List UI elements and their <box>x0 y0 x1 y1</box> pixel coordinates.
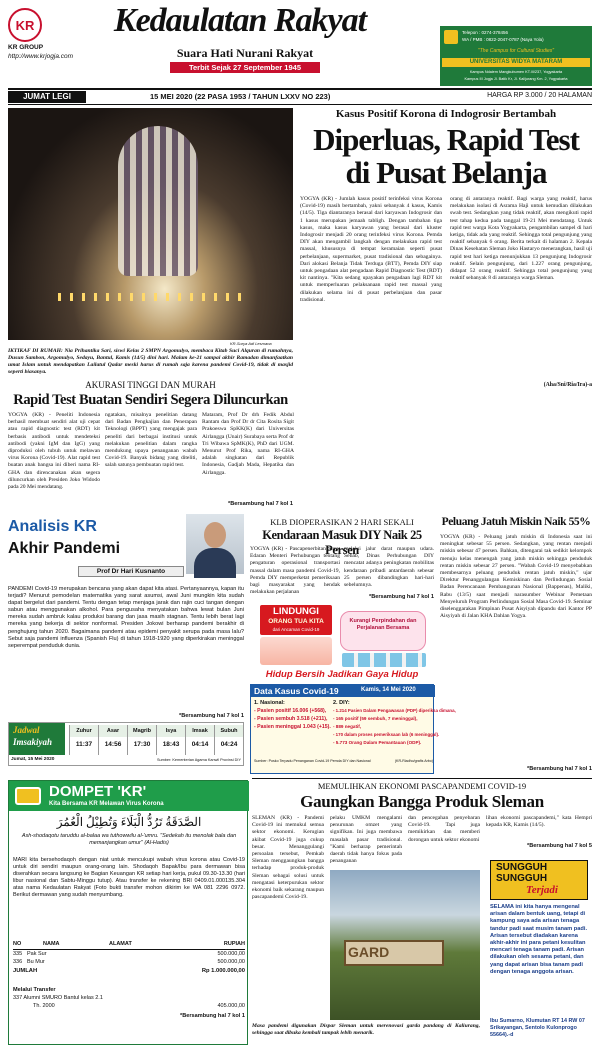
row-amount: 500.000,00 <box>217 951 245 957</box>
hadith-quote: Ash-shodaqotu taruddu al-balaa wa tuthowwilu al-'umru. "Sedekah itu menolak bala dan memanjangkan umur" (Al-Hadis) <box>21 833 237 846</box>
covid-data-panel <box>250 684 456 774</box>
prayer-time: 18:43 <box>162 741 180 748</box>
ad-address-1: Kampus Ndalem Mangkubumen KT.III/237, Yogyakarta <box>469 70 563 74</box>
transfer-title: Melalui Transfer <box>13 987 56 993</box>
sleman-continued: *Bersambung hal 7 kol 5 <box>527 843 592 849</box>
prayer-time-cell <box>185 725 214 755</box>
row-name: Pak Sur <box>27 951 47 957</box>
lead-signoff: (Aha/Sni/Ria/Ira)-a <box>543 382 592 388</box>
table-rule <box>13 949 245 950</box>
imsakiyah-date: Jumat, 15 Mei 2020 <box>11 757 55 762</box>
imsakiyah-source: Sumber: Kementerian Agama Kanwil Provinsi DIY <box>157 758 241 762</box>
prayer-name: Isya <box>157 725 185 737</box>
banner-line-3: dari Ancaman Covid-19 <box>272 627 320 632</box>
klb-kicker: KLB DIOPERASIKAN 2 HARI SEKALI <box>270 517 414 527</box>
sleman-kicker: MEMULIHKAN EKONOMI PASCAPANDEMI COVID-19 <box>317 781 527 791</box>
imsakiyah-label-2: Imsakiyah <box>13 737 53 747</box>
sleman-col-2: pelaku UMKM mengalami penurunan omzet yang signifikan. Ini juga membawa masalah pasar tradisional. "Kami berharap pemerintah daerah tidak hanya fokus pada penanganan <box>330 815 402 865</box>
covid-campaign-box <box>250 603 434 683</box>
analisis-title-1: Analisis KR <box>8 518 97 535</box>
sungguh-title-1: SUNGGUH <box>496 862 548 873</box>
klb-headline: Kendaraan Masuk DIY Naik 25 Persen <box>262 528 422 557</box>
elderly-illustration <box>260 637 332 665</box>
dompet-title: DOMPET 'KR' <box>49 783 147 800</box>
banner-line-2: ORANG TUA KITA <box>268 618 324 625</box>
table-row <box>13 951 245 959</box>
akurasi-continued: *Bersambung hal 7 kol 1 <box>228 501 293 507</box>
table-header-nama: NAMA <box>43 941 60 947</box>
ad-university-name: UNIVERSITAS WIDYA MATARAM <box>442 58 590 67</box>
sungguh-title-2: SUNGGUH <box>496 873 548 884</box>
transfer-year: Th. 2000 <box>33 1003 55 1009</box>
total-label: JUMLAH <box>13 968 38 974</box>
website-url[interactable]: http://www.krjogja.com <box>8 53 74 60</box>
akurasi-col-1: YOGYA (KR) - Peneliti Indonesia berhasil membuat sendiri alat uji cepat atau rapid diagnostic test (RDT) kit berbasis antibodi untuk mendeteksi antibodi (yakni IgM dan IgG) yang diproduksi oleh tubuh untuk melawan virus Korona (Covid-19). Alat rapid test buatan anak bangsa ini diberi nama RI-GHA dan direncanakan akan segera diluncurkan oleh Presiden Joko Widodo pada 20 Mei mendatang. <box>8 412 100 491</box>
total-amount: Rp 1.000.000,00 <box>201 968 245 974</box>
sleman-headline: Gaungkan Bangga Produk Sleman <box>300 792 544 811</box>
national-recovered: - Pasien sembuh 3.518 (+211), <box>254 716 328 722</box>
row-name: Bu Mur <box>27 959 45 965</box>
author-head <box>204 522 226 548</box>
prayer-name: Imsak <box>186 725 214 737</box>
akurasi-col-3: Mataram, Prof Dr drh Fedik Abdul Rantam dan Prof Dr dr Cita Rosita Sigit Prakoeswa SpKK(K) dari Universitas Airlangga (Unair) Surabaya serta Prof dr Tri Wibawa SpMK(K), PhD dari UGM. Menurut Prof Rika, nama RI-GHA adalah singkatan dari Republik Indonesia, Gadjah Mada, Hepatika dan Airlangga. <box>202 412 294 476</box>
masthead-rule <box>8 88 592 90</box>
prayer-time: 11:37 <box>75 741 93 748</box>
table-header-no: NO <box>13 941 22 947</box>
date-rule <box>8 104 592 105</box>
national-deaths: - Pasien meninggal 1.043 (+15). <box>254 724 331 730</box>
university-emblem <box>444 30 458 44</box>
national-positive: - Pasien positif 16.006 (+568), <box>254 708 327 714</box>
candles <box>58 293 243 301</box>
prayer-time-cell <box>98 725 127 755</box>
prayer-time: 04:24 <box>220 741 238 748</box>
sungguh-title-3: Terjadi <box>526 884 558 896</box>
prayer-time: 04:14 <box>191 741 209 748</box>
prayer-name: Asar <box>99 725 127 737</box>
akurasi-headline: Rapid Test Buatan Sendiri Segera Diluncurkan <box>13 392 288 408</box>
transfer-amount: 405.000,00 <box>217 1003 245 1009</box>
dompet-subtitle: Kita Bersama KR Melawan Virus Korona <box>49 801 164 807</box>
garda-sign-text: GARD <box>348 944 390 960</box>
lead-headline-1: Diperluas, Rapid Test <box>313 122 579 157</box>
analisis-box <box>8 514 184 584</box>
wallet-icon <box>15 787 41 805</box>
prayer-name: Zuhur <box>70 725 98 737</box>
family-illustration <box>342 653 426 667</box>
ad-tagline: "The Campus for Cultural Studies" <box>477 48 555 54</box>
arabic-verse: الصَّدَقَةُ تَرُدُّ الْبَلَاءَ وَتُطِيْلُ الْعُمُرَ <box>56 815 202 829</box>
kr-group: KR GROUP <box>8 44 44 51</box>
diy-pdp: - 1.214 Pasien Dalam Pengawasan (PDP) diperiksa dimana, <box>333 708 456 713</box>
sleman-col-1: SLEMAN (KR) - Pandemi Covid-19 ini memukul semua sektor ekonomi. Kerugian akibat Covid-19 juga cukup besar. Menanggulangi persoalan tersebut, Pemkab Sleman menggaungkan bangga terhadap produk-produk Sleman sebagai solusi untuk mengatasi keterpurukan sektor ekonomi baik sekarang maupun pascapandemi Covid-19. <box>252 815 324 901</box>
row-no: 335 <box>13 951 23 957</box>
ad-phone-2: WA / PMB : 0822-2047-0787 (Naya Yola) <box>462 37 544 42</box>
imsakiyah-label-1: Jadwal <box>13 725 40 735</box>
section-rule <box>252 778 592 779</box>
photo-credit: KR-Surya Adi Lesmana <box>230 341 272 346</box>
prayer-time: 14:56 <box>104 741 122 748</box>
peluang-continued: *Bersambung hal 7 kol 1 <box>527 766 592 772</box>
panel-title: Data Kasus Covid-19 <box>254 686 339 696</box>
prayer-time-cell <box>127 725 156 755</box>
analisis-author: Prof Dr Hari Kusnanto <box>78 566 184 577</box>
banner-line-1: LINDUNGI <box>273 606 319 617</box>
kr-logo: KR <box>8 8 42 42</box>
lead-body-col-1: YOGYA (KR) - Jumlah kasus positif terinfeksi virus Korona (Covid-19) masih bertambah, yakni sebanyak 4 kasus, Kamis (14/5). Tiga diantaranya berasal dari karyawan Indogrosir dan 1 kasus merupakan jemaah tabligh. Dengan tambahan tiga kasus, maka kasus karyawan yang berasal dari kluster Indogrosir menjadi 20 orang terinfeksi virus Korona. Pemda DIY akan mengambil langkah dengan melakukan rapid test massal, khususnya di tempat keramaian seperti pusat perbelanjaan, supermarket, pusat tradisional dan sebagainya. Dari alokasi Belanja Tidak Terduga (BTT), Pemda DIY siap untuk pengadaan alat pengadaan Rapid Diagnostic Test (RDT) kit nantinya. "Kita sedang upayakan pengadaan lagi RDT kit untuk memperluaran pelaksanaan rapid test massal yang dilakukan selama ini di pusat perbelanjaan dan pasar tradisional. <box>300 196 442 303</box>
diy-odp: - 5.773 Orang Dalam Pemantauan (ODP). <box>333 740 422 745</box>
klb-col-1: YOGYA (KR) - Pascapenerbitan Surat Edaran Menteri Perhubungan tentang pengaturan operasional transportasi massal dalam masa pandemi Covid-19, Pemda DIY memperketat pemeriksaan bagi masyarakat yang hendak melakukan perjalanan <box>250 546 340 596</box>
prayer-time-cell <box>156 725 185 755</box>
sungguh-box <box>486 858 592 1046</box>
sleman-caption: Masa pandemi digunakan Dispar Sleman untuk merenovasi garda pandang di Kaliurang, sehingga saat dibuka kembali tampak lebih menarik. <box>252 1023 480 1036</box>
akurasi-col-2: ngatakan, misalnya penelitian datang dari Badan Pengkajian dan Penerapan Teknologi (BPPT) yang mengajak para peneliti dari berbagai institusi untuk melakukan penelitian dalam rangka mendukung upaya penanganan wabah Covid-19. Banyak bidang yang diteliti, salah satunya pembuatan rapid test. <box>105 412 197 469</box>
imsakiyah-times-grid <box>69 725 243 755</box>
ad-address-2: Kampus III Jogja Jl. Batik Kr, Jl. Kalijurang Km. 2, Yogyakarta <box>464 77 568 81</box>
national-title: 1. Nasional: <box>254 700 285 706</box>
price: HARGA RP 3.000 / 20 HALAMAN <box>487 92 592 99</box>
day-badge: JUMAT LEGI <box>8 91 86 103</box>
since-banner: Terbit Sejak 27 September 1945 <box>170 62 320 73</box>
garda-pandang-photo <box>330 870 480 1020</box>
university-ad[interactable] <box>440 26 592 86</box>
sungguh-sign: Ibu Sumarno, Klumutan RT 14 RW 07 Srikayangan, Sentolo Kulonprogo 55664).-d <box>490 1018 585 1038</box>
transfer-donor: 337 Alumni SMURO Bantul kelas 2.1 <box>13 995 103 1001</box>
prayer-time-cell <box>69 725 98 755</box>
lead-kicker: Kasus Positif Korona di Indogrosir Bertambah <box>335 108 557 120</box>
ad-phone-1: Telepon : 0274-378456 <box>462 30 509 35</box>
peluang-body: YOGYA (KR) - Peluang jatuh miskin di Indonesia saat ini meningkat sebesar 55 persen. Sedangkan, yang rentan menjadi miskin sebesar 47 persen. Bahkan, ditengarai tak sedikit kelompok menuju kelas menengah yang jatuh miskin sehingga penduduk rentan miskin sebesar 27 persen. "Wabah Covid-19 menyebabkan membesarnya peluang penduduk rentan jatuh miskin," ujar Direktur Penanggulangan Kemiskinan dan Perlindungan Sosial Badan Perencanaan Pembangunan Nasional (Bappenas), Maliki, Rabu (13/5) saat menjadi narasumber Webinar Pemetaan Menyeluruh Program Perlindungan Sosial Masa Covid-19. Seminar diselenggarakan Pimpinan Pusat Aisyiyah dipandu dari Kantor PP Aisyiyah di Jalan KHA Dahlan Yogya. <box>440 534 592 620</box>
analisis-continued: *Bersambung hal 7 kol 1 <box>179 713 244 719</box>
lead-body-col-2: orang di antaranya reaktif. Bagi warga yang reaktif, harus melakukan isolasi di Asrama Haji untuk kemudian dilakukan swab test. Sedangkan yang tidak reaktif, akan mengikuti rapid test tahap kedua pada tanggal 19-21 Mei mendatang. Untuk rapid test warga Kota Yogyakarta, pengambilan sampel di hari ketiga, tidak ada yang reaktif. Sehingga total pengunjung yang reaktif sebanyak 6 orang. Berita terkait di halaman 2. Kepala Dinas Kesehatan Sleman Joko Hastaryo menerangkan, hasil uji rapid test hari ketiga menunjukkan 13 pengunjung Indogrosir reaktif. Selain pengunjung, dari 1.227 orang pengunjung, didapat 52 orang reaktif. Sehingga total pengunjung yang reaktif sebanyak 8 di antaranya warga Sleman. <box>450 196 592 282</box>
lindungi-banner <box>260 605 332 635</box>
panel-source: Sumber: Posko Terpadu Penanganan Covid-19 Pemda DIY dan Nasional <box>254 759 371 763</box>
sleman-col-3: dan pencegahan penyebaran Covid-19. Tapi juga memikirkan dan memberi dorongan untuk sektor ekonomi <box>408 815 480 843</box>
tagline: Suara Hati Nurani Rakyat <box>176 46 314 60</box>
peluang-headline: Peluang Jatuh Miskin Naik 55% <box>441 516 591 528</box>
analisis-title-2: Akhir Pandemi <box>8 540 121 557</box>
dompet-box <box>8 780 248 1045</box>
table-header-alamat: ALAMAT <box>109 941 132 947</box>
table-row <box>13 959 245 967</box>
advice-bubble: Kurangi Perpindahan dan Perjalanan Bersama <box>340 611 426 651</box>
imsakiyah-box <box>8 722 244 766</box>
diy-title: 2. DIY: <box>333 700 350 706</box>
klb-continued: *Bersambung hal 7 kol 1 <box>369 594 434 600</box>
diy-in-lab: - 170 dalam proses pemeriksaan lab (6 meninggal). <box>333 732 440 737</box>
prayer-name: Magrib <box>128 725 156 737</box>
table-header-rupiah: RUPIAH <box>223 941 245 947</box>
dompet-body: MARI kita bersehodaqoh dengan niat untuk mencukupi wabah virus korona atau Covid-19 untuk diri sendiri maupun orang-orang lain. Shodaqoh Bapak/Ibu para dermawan bisa diserahkan secara langsung ke Bagian Keuangan KR setiap hari kerja, pukul 09.30-13.30 (hari libur nasional dan Sabtu-Minggu tutup). Atau transfer ke rekening BRI 0409.01.000135.304 atas nama Kedaulatan Rakyat (Foto bukti transfer mohon dikirim ke WA 081 2296 0972. Berikut dermawan yang sudah menyumbang. <box>13 857 245 898</box>
sleman-col-4: lihan ekonomi pascapandemi," kata Hempri kepada KR, Kamis (14/5). <box>486 815 592 829</box>
diy-positive: - 165 positif (59 sembuh, 7 meninggal), <box>333 716 418 721</box>
prayer-time-cell <box>214 725 243 755</box>
row-amount: 500.000,00 <box>217 959 245 965</box>
prayer-time: 17:30 <box>133 741 151 748</box>
lead-photo <box>8 108 293 340</box>
analisis-author-photo <box>186 514 244 574</box>
masthead-title: Kedaulatan Rakyat <box>113 2 367 39</box>
reader-figure <box>118 126 198 276</box>
panel-date: Kamis, 14 Mei 2020 <box>361 687 416 693</box>
analisis-body: PANDEMI Covid-19 merupakan bencana yang akan dapat kita atasi. Pertanyaannya, kapan itu terjadi? Menurut pemodelan matematika yang sarat asumsi, awal Juni mungkin kita sudah dapat bergelut dari pandemi. Tentu dengan tetap menjaga jarak dan rajin cuci tangan dengan sabun atau menggunakan alkohol. Para pengusaha menyatakan bahwa lewat bulan Juni mereka sudah ambruk kalau produksi barang dan jasa masih stagnan. Tentu lebih berat lagi mereka yang bekerja di sektor nonformal. Presiden Jokowi berharap pandemi berakhir di penghujung tahun 2020. Bagaimana pandemi atau epidemi penyakit serupa pada masa lalu? Sebut saja pandemi influenza (Spanish Flu) di tahun 1918-1920 yang diperkirakan meninggal seperempat penduduk dunia. <box>8 586 244 649</box>
photo-caption: IKTIKAF DI RUMAH: Nia Prihantika Sari, siswi Kelas 2 SMPN Argomulyo, membaca Kitab Suci Alquran di rumahnya, Dusun Sambon, Argomulyo, Sedayu, Bantul, Kamis (14/5) dini hari. Malam ke-21 sampai akhir Ramadan dimanfaatkan umat Islam untuk mendapatkan Lailatul Qadar meski harus di rumah saja karena pandemi Covid-19, tidak di masjid seperti biasanya. <box>8 348 293 375</box>
klb-col-2: melalui jalur darat maupun udara. Sebab, Dinas Perhubungan DIY mencatat adanya peningkatan mobilitas kendaraan pribadi antardaerah sebesar 25 persen dibandingkan hari-hari sebelumnya. <box>344 546 434 589</box>
lead-headline-2: di Pusat Belanja <box>345 155 547 190</box>
panel-credit: (KR-Riadho/grafis Arbo) <box>394 759 433 763</box>
issue-date: 15 MEI 2020 (22 PASA 1953 / TAHUN LXXV NO 223) <box>150 92 331 101</box>
akurasi-kicker: AKURASI TINGGI DAN MURAH <box>85 380 216 390</box>
diy-negative: - 889 negatif, <box>333 724 362 729</box>
dompet-continued: *Bersambung hal 7 kol 1 <box>180 1013 245 1019</box>
sungguh-body: SELAMA ini kita hanya mengenal arisan dalam bentuk uang, tetapi di kampung saya ada arisan tenaga tandur padi saat musim tanam padi. Arisan tersebut diadakan karena akhir-akhir ini para petani kesulitan mencari tenaga tanam padi. Arisan dilakukan oleh sesama petani, dan yang dapat arisan bisa tanam padi dengan tenaga anggota arisan. <box>490 904 588 975</box>
row-no: 336 <box>13 959 23 965</box>
prayer-name: Subuh <box>215 725 243 737</box>
author-body <box>194 548 236 578</box>
slogan: Hidup Bersih Jadikan Gaya Hidup <box>265 669 419 680</box>
